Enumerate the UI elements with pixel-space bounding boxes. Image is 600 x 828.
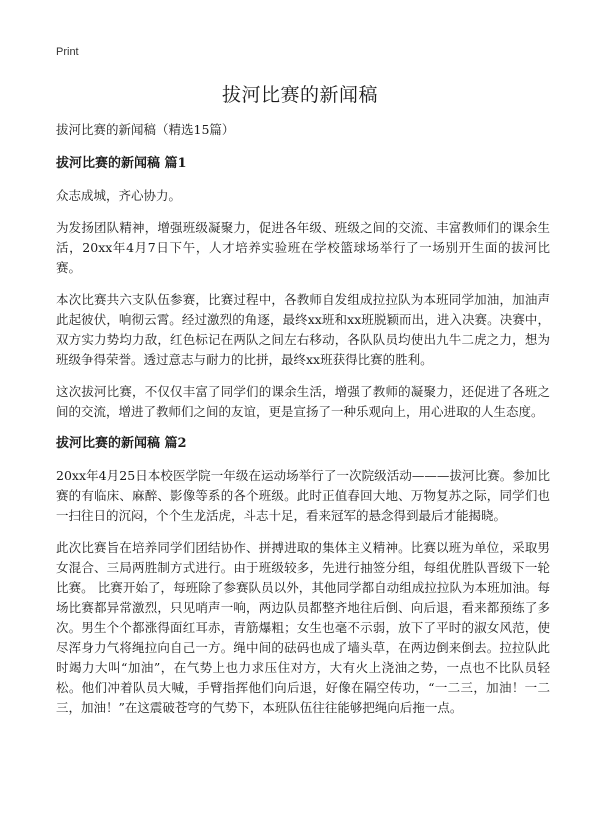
paragraph: 20xx年4月25日本校医学院一年级在运动场举行了一次院级活动———拔河比赛。参加比赛的有临床、麻醉、影像等系的各个班级。此时正值春回大地、万物复苏之际，同学们也一扫往日的沉闷，个个生龙活虎，斗志十足，看来冠军的悬念得到最后才能揭晓。	[56, 468, 550, 523]
paragraph: 本次比赛共六支队伍参赛，比赛过程中，各教师自发组成拉拉队为本班同学加油，加油声此起彼伏，响彻云霄。经过激烈的角逐，最终xx班和xx班脱颖而出，进入决赛。决赛中，双方实力势均力敌，红色标记在两队之间左右移动，各队队员均使出九牛二虎之力，想为班级争得荣誉。透过意志与耐力的比拼，最终xx班获得比赛的胜利。	[56, 292, 550, 367]
section-heading-1: 拔河比赛的新闻稿 篇1	[56, 156, 187, 171]
paragraph: 众志成城，齐心协力。	[56, 188, 182, 203]
section-heading-2: 拔河比赛的新闻稿 篇2	[56, 436, 187, 451]
paragraph: 为发扬团队精神，增强班级凝聚力，促进各年级、班级之间的交流、丰富教师们的课余生活，20xx年4月7日下午，人才培养实验班在学校篮球场举行了一场别开生面的拔河比赛。	[56, 220, 550, 275]
document-body	[56, 120, 550, 730]
print-label: Print	[56, 46, 79, 58]
page-title: 拔河比赛的新闻稿	[221, 84, 378, 106]
document-subtitle: 拔河比赛的新闻稿（精选15篇）	[56, 122, 235, 137]
paragraph: 此次比赛旨在培养同学们团结协作、拼搏进取的集体主义精神。比赛以班为单位，采取男女混合、三局两胜制方式进行。由于班级较多，先进行抽签分组，每组优胜队晋级下一轮比赛。 比赛开始了，每班除了参赛队员以外，其他同学都自动组成拉拉队为本班加油。每场比赛都异常激烈，只见哨声一响，两边队员都整齐地往后倒、向后退，看来都预练了多次。男生个个都涨得面红耳赤，青筋爆粗；女生也毫不示弱，放下了平时的淑女风范，使尽浑身力气将绳拉向自己一方。绳中间的砝码也成了墙头草，在两边倒来倒去。拉拉队此时竭力大叫“加油”，在气势上也力求压住对方，大有火上浇油之势，一点也不比队员轻松。他们冲着队员大喊，手臂指挥他们向后退，好像在隔空传功，“一二三，加油！一二三，加油！”在这震破苍穹的气势下，本班队伍往往能够把绳向后拖一点。	[56, 540, 550, 715]
paragraph: 这次拔河比赛，不仅仅丰富了同学们的课余生活，增强了教师的凝聚力，还促进了各班之间的交流，增进了教师们之间的友谊，更是宣扬了一种乐观向上，用心进取的人生态度。	[56, 384, 550, 419]
